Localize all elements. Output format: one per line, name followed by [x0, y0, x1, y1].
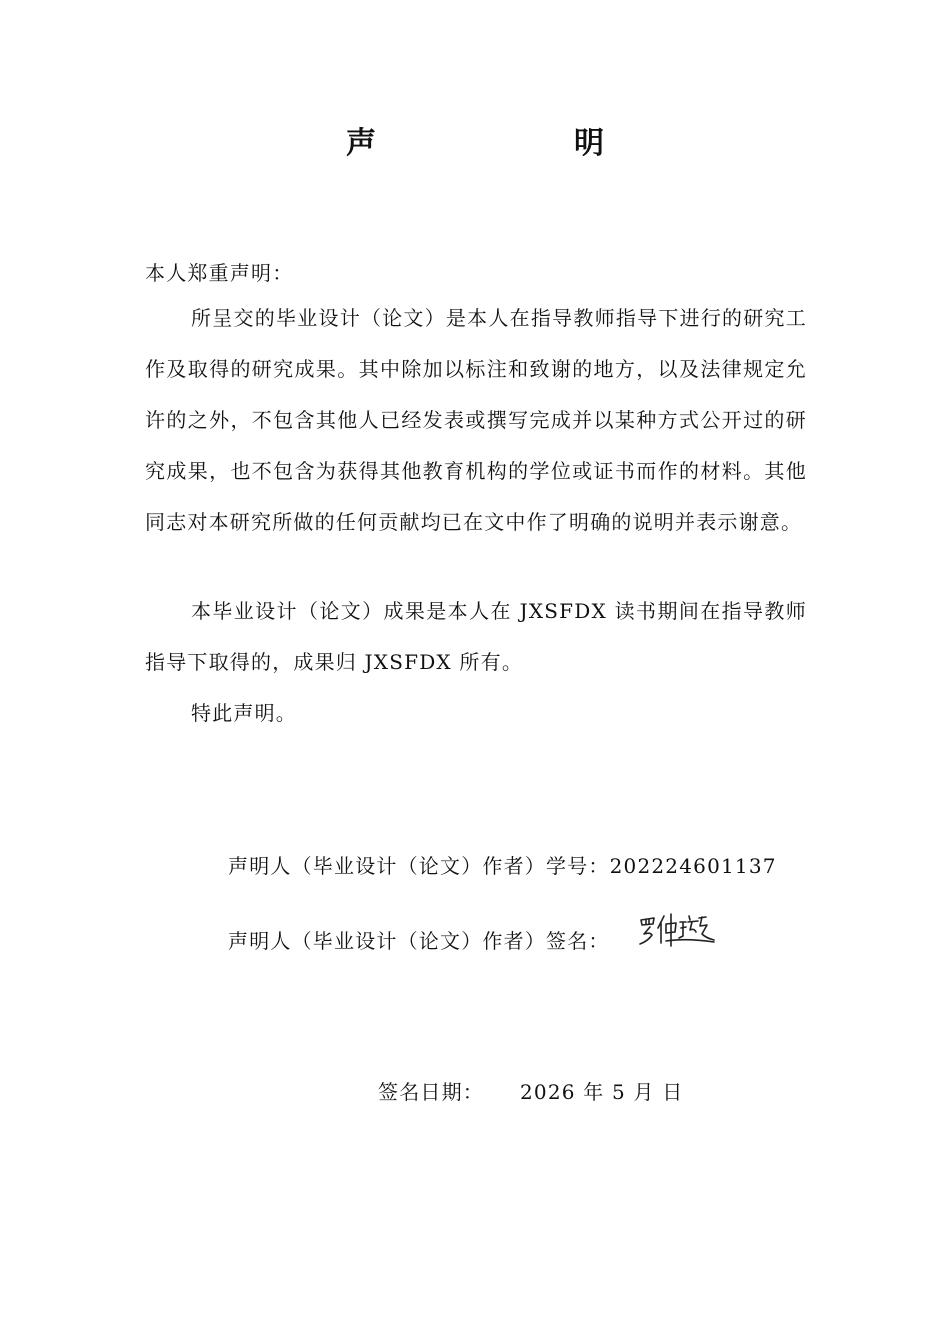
student-id-value: 202224601137 — [609, 854, 777, 878]
student-id-line — [228, 850, 777, 879]
page-title: 声 明 — [346, 126, 688, 161]
date-value: 2026 年 5 月 日 — [520, 1080, 684, 1104]
handwritten-signature — [636, 908, 716, 952]
student-id-label: 声明人（毕业设计（论文）作者）学号： — [228, 854, 610, 878]
declaration-closing: 特此声明。 — [191, 701, 297, 725]
signature-line — [228, 925, 610, 954]
signature-label: 声明人（毕业设计（论文）作者）签名： — [228, 929, 610, 953]
intro-line: 本人郑重声明： — [145, 261, 294, 285]
signing-date-line — [378, 1076, 683, 1105]
declaration-paragraph-2: 本毕业设计（论文）成果是本人在 JXSFDX 读书期间在指导教师指导下取得的，成果归 JXSFDX 所有。 — [145, 599, 807, 674]
date-label: 签名日期： — [378, 1080, 484, 1104]
declaration-paragraph-1: 所呈交的毕业设计（论文）是本人在指导教师指导下进行的研究工作及取得的研究成果。其中除加以标注和致谢的地方，以及法律规定允许的之外，不包含其他人已经发表或撰写完成并以某种方式公开过的研究成果，也不包含为获得其他教育机构的学位或证书而作的材料。其他同志对本研究所做的任何贡献均已在文中作了明确的说明并表示谢意。 — [145, 306, 807, 534]
